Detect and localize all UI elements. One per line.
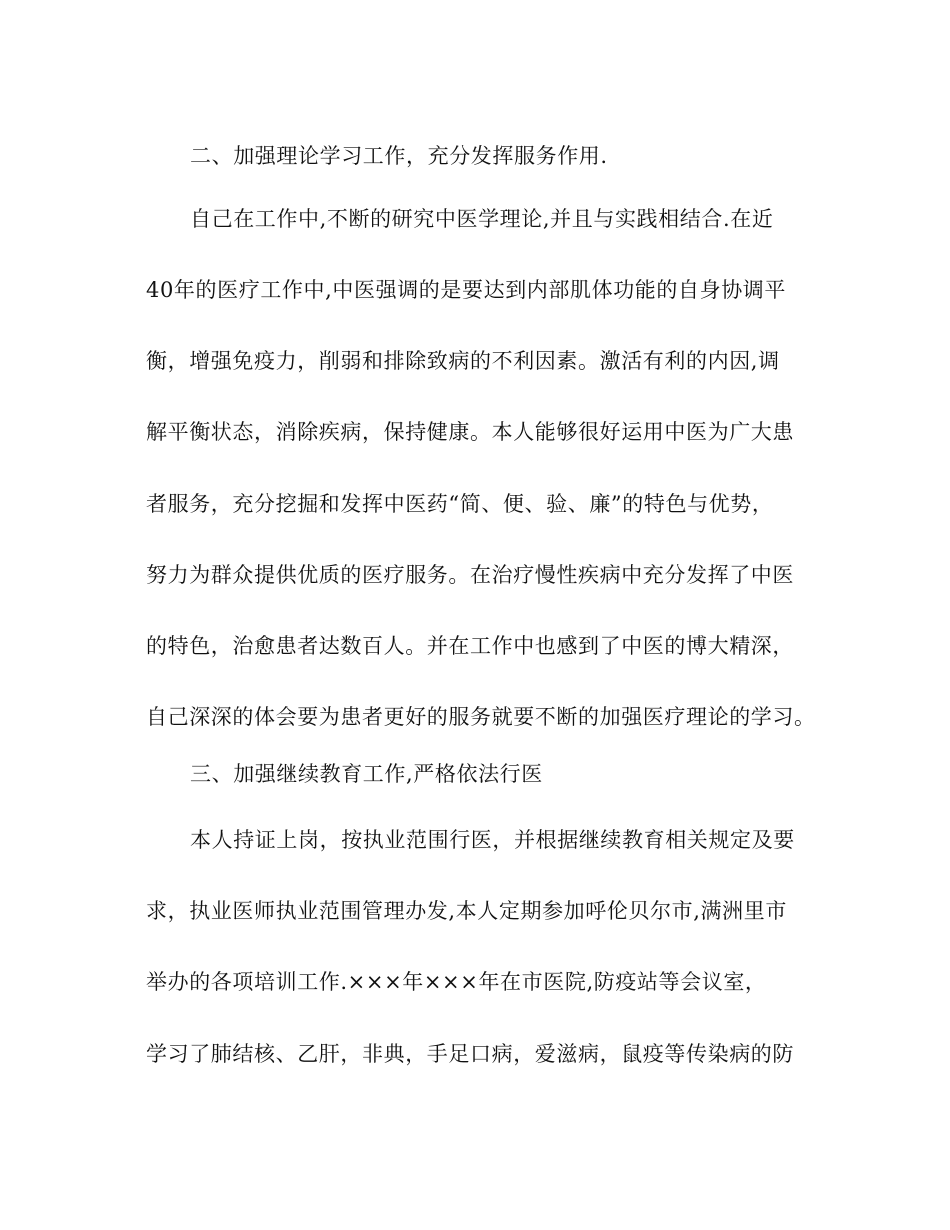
paragraph-line: 40年的医疗工作中,中医强调的是要达到内部肌体功能的自身协调平: [146, 278, 786, 302]
paragraph-line: 学习了肺结核、乙肝，非典，手足口病，爱滋病，鼠疫等传染病的防: [146, 1042, 794, 1066]
paragraph-line: 举办的各项培训工作.×××年×××年在市医院,防疫站等会议室，: [146, 970, 767, 994]
paragraph-line: 解平衡状态，消除疾病，保持健康。本人能够很好运用中医为广大患: [146, 420, 794, 444]
paragraph-line: 衡，增强免疫力，削弱和排除致病的不利因素。激活有利的内因,调: [146, 349, 780, 373]
paragraph-line: 的特色，治愈患者达数百人。并在工作中也感到了中医的博大精深，: [146, 634, 794, 658]
paragraph-line: 者服务，充分挖掘和发挥中医药“简、便、验、廉”的特色与优势，: [146, 492, 774, 516]
paragraph-line: 努力为群众提供优质的医疗服务。在治疗慢性疾病中充分发挥了中医: [146, 563, 794, 587]
section-heading-3: 三、加强继续教育工作,严格依法行医: [190, 762, 543, 786]
paragraph-line: 自己在工作中,不断的研究中医学理论,并且与实践相结合.在近: [190, 207, 774, 231]
section-heading-2: 二、加强理论学习工作，充分发挥服务作用.: [190, 144, 608, 168]
paragraph-line: 自己深深的体会要为患者更好的服务就要不断的加强医疗理论的学习。: [146, 705, 816, 729]
paragraph-line: 求，执业医师执业范围管理办发,本人定期参加呼伦贝尔市,满洲里市: [146, 899, 787, 923]
paragraph-line: 本人持证上岗，按执业范围行医，并根据继续教育相关规定及要: [190, 828, 795, 852]
